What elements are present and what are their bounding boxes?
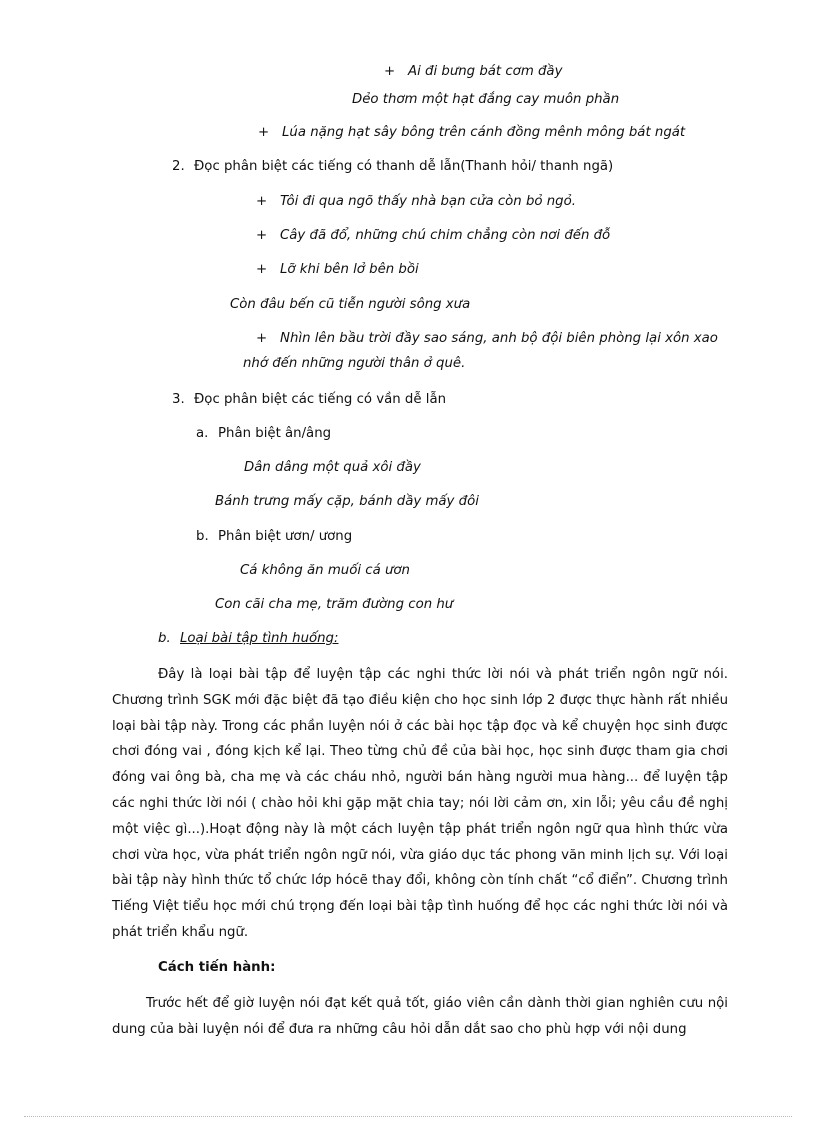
poem-line: + Lúa nặng hạt sây bông trên cánh đồng mênh mông bát ngát bbox=[258, 125, 686, 140]
section-3-heading: 3. Đọc phân biệt các tiếng có vần dễ lẫn bbox=[172, 392, 447, 407]
example-line: Con cãi cha mẹ, trăm đường con hư bbox=[215, 597, 454, 612]
example-line: + Cây đã đổ, những chú chim chẳng còn nơi đến đỗ bbox=[256, 228, 611, 243]
section-b-heading: b. Loại bài tập tình huống: bbox=[158, 631, 339, 646]
heading-cach-tien-hanh: Cách tiến hành: bbox=[158, 960, 276, 975]
subsection-b-heading: b. Phân biệt ươn/ ương bbox=[196, 529, 353, 544]
subsection-a-heading: a. Phân biệt ân/âng bbox=[196, 426, 332, 441]
poem-line: Dẻo thơm một hạt đắng cay muôn phần bbox=[352, 92, 620, 107]
body-paragraph: Đây là loại bài tập để luyện tập các nghi thức lời nói và phát triển ngôn ngữ nói. Chương trình SGK mới đặc biệt đã tạo điều kiện cho học sinh lớp 2 được thực hành rất nhiều loại bài tập này. Trong các phần luyện nói ở các bài học tập đọc và kể chuyện học sinh được chơi đóng vai , đóng kịch kể lại. Theo từng chủ đề của bài học, học sinh được tham gia chơi đóng vai ông bà, cha mẹ và các cháu nhỏ, người bán hàng người mua hàng... để luyện tập các nghi thức lời nói ( chào hỏi khi gặp mặt chia tay; nói lời cảm ơn, xin lỗi; yêu cầu đề nghị một việc gì...).Hoạt động này là một cách luyện tập phát triển ngôn ngữ qua hình thức vừa chơi vừa học, vừa phát triển ngôn ngữ nói, vừa giáo dục tác phong văn minh lịch sự. Với loại bài tập này hình thức tổ chức lớp hócẽ thay đổi, không còn tính chất “cổ điển”. Chương trình Tiếng Việt tiểu học mới chú trọng đến loại bài tập tình huống để học các nghi thức lời nói và phát triển khẩu ngữ. bbox=[112, 667, 728, 940]
bullet: + bbox=[256, 228, 268, 243]
section-2-heading: 2. Đọc phân biệt các tiếng có thanh dễ lẫn(Thanh hỏi/ thanh ngã) bbox=[172, 159, 614, 174]
example-line: + Lỡ khi bên lở bên bồi bbox=[256, 262, 419, 277]
example-line: Dân dâng một quả xôi đầy bbox=[244, 460, 421, 475]
example-line: Bánh trưng mấy cặp, bánh dầy mấy đôi bbox=[215, 494, 479, 509]
body-paragraph: Trước hết để giờ luyện nói đạt kết quả tốt, giáo viên cần dành thời gian nghiên cưu nội dung của bài luyện nói để đưa ra những câu hỏi dẫn dắt sao cho phù hợp với nội dung bbox=[112, 996, 728, 1037]
example-line: nhớ đến những người thân ở quê. bbox=[243, 356, 466, 371]
bullet: + bbox=[256, 194, 268, 209]
bullet: + bbox=[256, 331, 268, 346]
bullet: + bbox=[258, 125, 270, 140]
page-footer-divider bbox=[24, 1116, 792, 1117]
example-line: + Tôi đi qua ngõ thấy nhà bạn cửa còn bỏ ngỏ. bbox=[256, 194, 576, 209]
example-line: Cá không ăn muối cá ươn bbox=[240, 563, 410, 578]
example-line: + Nhìn lên bầu trời đầy sao sáng, anh bộ đội biên phòng lại xôn xao bbox=[256, 331, 718, 346]
example-line: Còn đâu bến cũ tiễn người sông xưa bbox=[230, 297, 471, 312]
bullet: + bbox=[256, 262, 268, 277]
poem-line: + Ai đi bưng bát cơm đầy bbox=[384, 64, 563, 79]
bullet: + bbox=[384, 64, 396, 79]
